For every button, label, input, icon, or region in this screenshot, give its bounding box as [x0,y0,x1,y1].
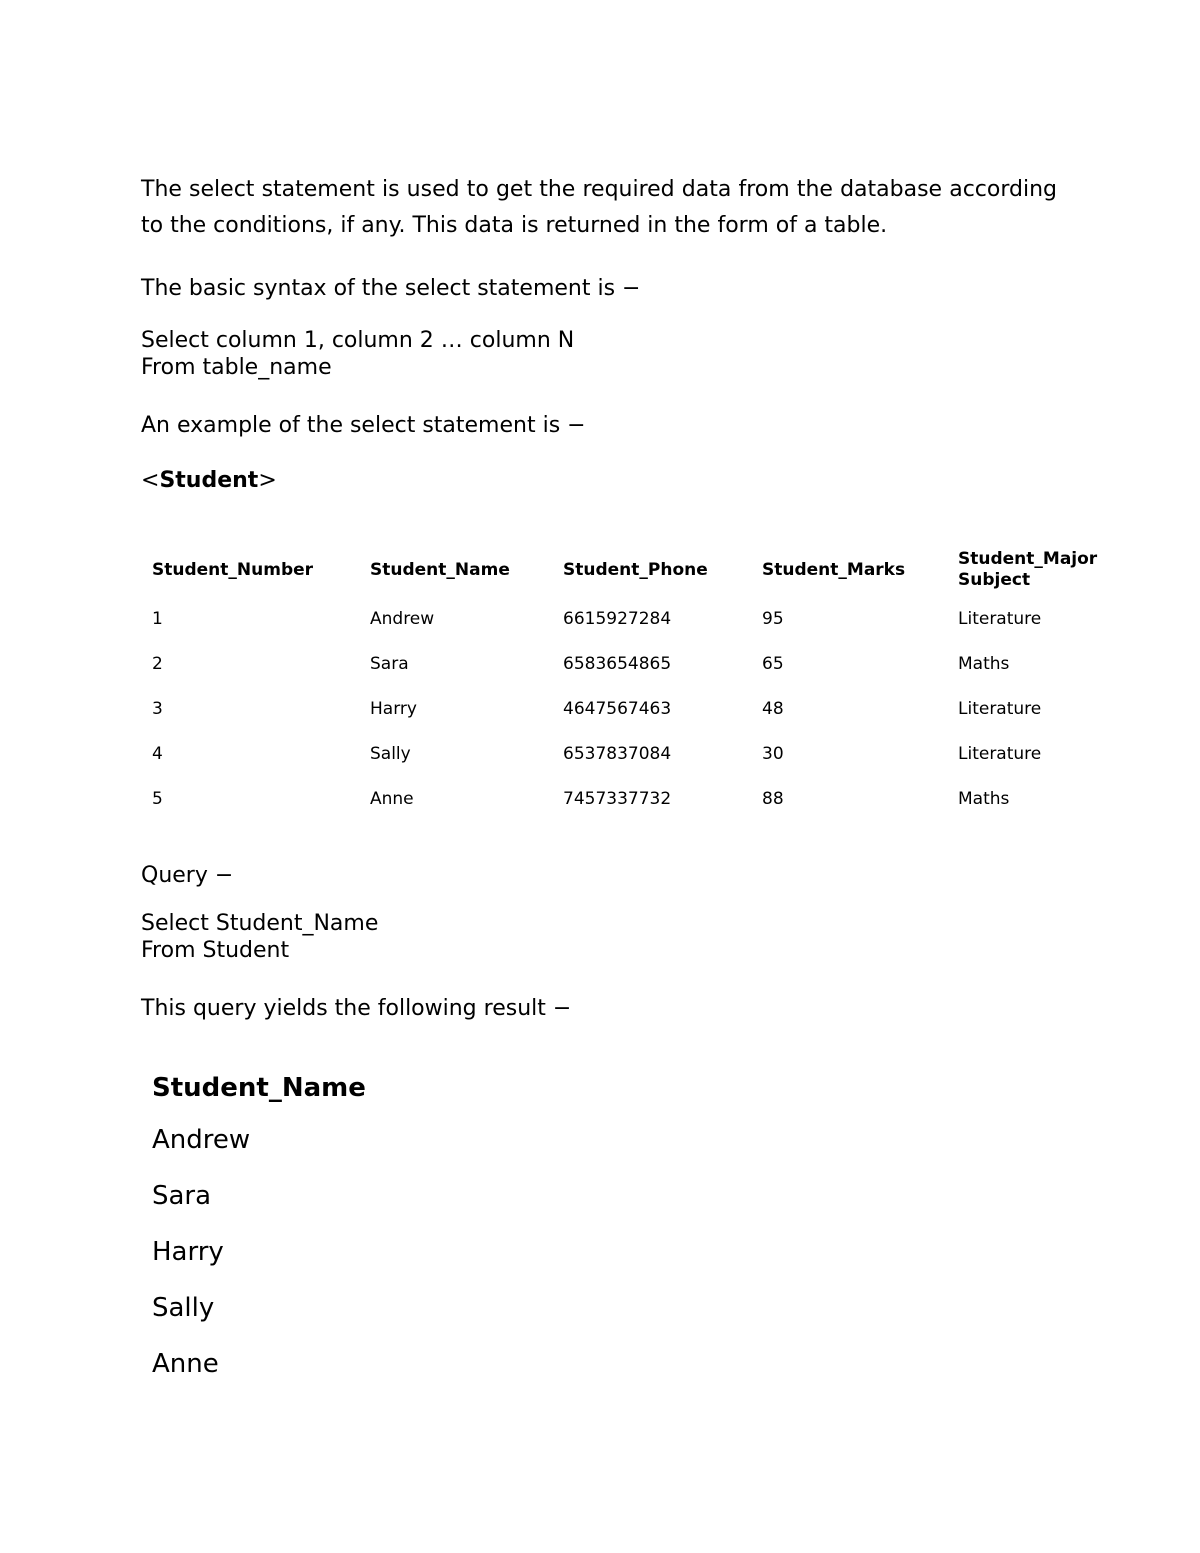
list-item: Sally [152,1293,215,1323]
list-item: Harry [152,1237,224,1267]
document-body [141,172,1057,496]
cell-number: 3 [152,698,163,719]
cell-phone: 6537837084 [563,743,672,764]
cell-marks: 88 [762,788,784,809]
col-header-student-phone: Student_Phone [563,559,708,580]
cell-subject: Maths [958,653,1010,674]
result-table [152,1064,366,1392]
table-row [152,596,1118,641]
cell-marks: 95 [762,608,784,629]
tag-open: < [141,468,160,493]
cell-subject: Maths [958,788,1010,809]
cell-phone: 6615927284 [563,608,672,629]
cell-name: Harry [370,698,417,719]
query-code-line-2: From Student [141,938,290,963]
col-header-student-marks: Student_Marks [762,559,906,580]
cell-phone: 4647567463 [563,698,672,719]
cell-marks: 30 [762,743,784,764]
query-section [141,858,1057,1027]
student-table-header-row [152,544,1118,596]
syntax-code-block [141,327,1057,381]
cell-name: Anne [370,788,414,809]
list-item: Anne [152,1349,219,1379]
table-row [152,686,1118,731]
col-header-student-major-subject: Student_Major Subject [958,549,1098,590]
cell-marks: 65 [762,653,784,674]
list-item: Sara [152,1181,212,1211]
cell-phone: 6583654865 [563,653,672,674]
col-header-student-number: Student_Number [152,559,314,580]
cell-phone: 7457337732 [563,788,672,809]
example-lead: An example of the select statement is − [141,413,586,438]
cell-subject: Literature [958,743,1042,764]
cell-number: 4 [152,743,163,764]
table-row [152,776,1118,821]
intro-paragraph: The select statement is used to get the required data from the database according to the conditions, if any. This data is returned in the form of a table. [141,177,1057,238]
table-row [152,641,1118,686]
cell-name: Sara [370,653,409,674]
cell-name: Sally [370,743,411,764]
cell-number: 5 [152,788,163,809]
table-row [152,731,1118,776]
query-code-line-1: Select Student_Name [141,911,379,936]
cell-number: 1 [152,608,163,629]
query-code-block [141,910,1057,964]
tag-close: > [258,468,277,493]
query-lead: Query − [141,863,234,888]
col-header-student-name: Student_Name [370,559,510,580]
tag-name: Student [159,468,259,493]
student-table [152,544,1118,821]
cell-subject: Literature [958,698,1042,719]
syntax-code-line-2: From table_name [141,355,332,380]
syntax-lead: The basic syntax of the select statement is − [141,276,641,301]
table-name-heading [141,466,1057,496]
syntax-code-line-1: Select column 1, column 2 … column N [141,328,575,353]
result-header: Student_Name [152,1073,366,1103]
cell-name: Andrew [370,608,435,629]
cell-marks: 48 [762,698,784,719]
result-lead: This query yields the following result − [141,996,572,1021]
cell-subject: Literature [958,608,1042,629]
list-item: Andrew [152,1125,251,1155]
cell-number: 2 [152,653,163,674]
